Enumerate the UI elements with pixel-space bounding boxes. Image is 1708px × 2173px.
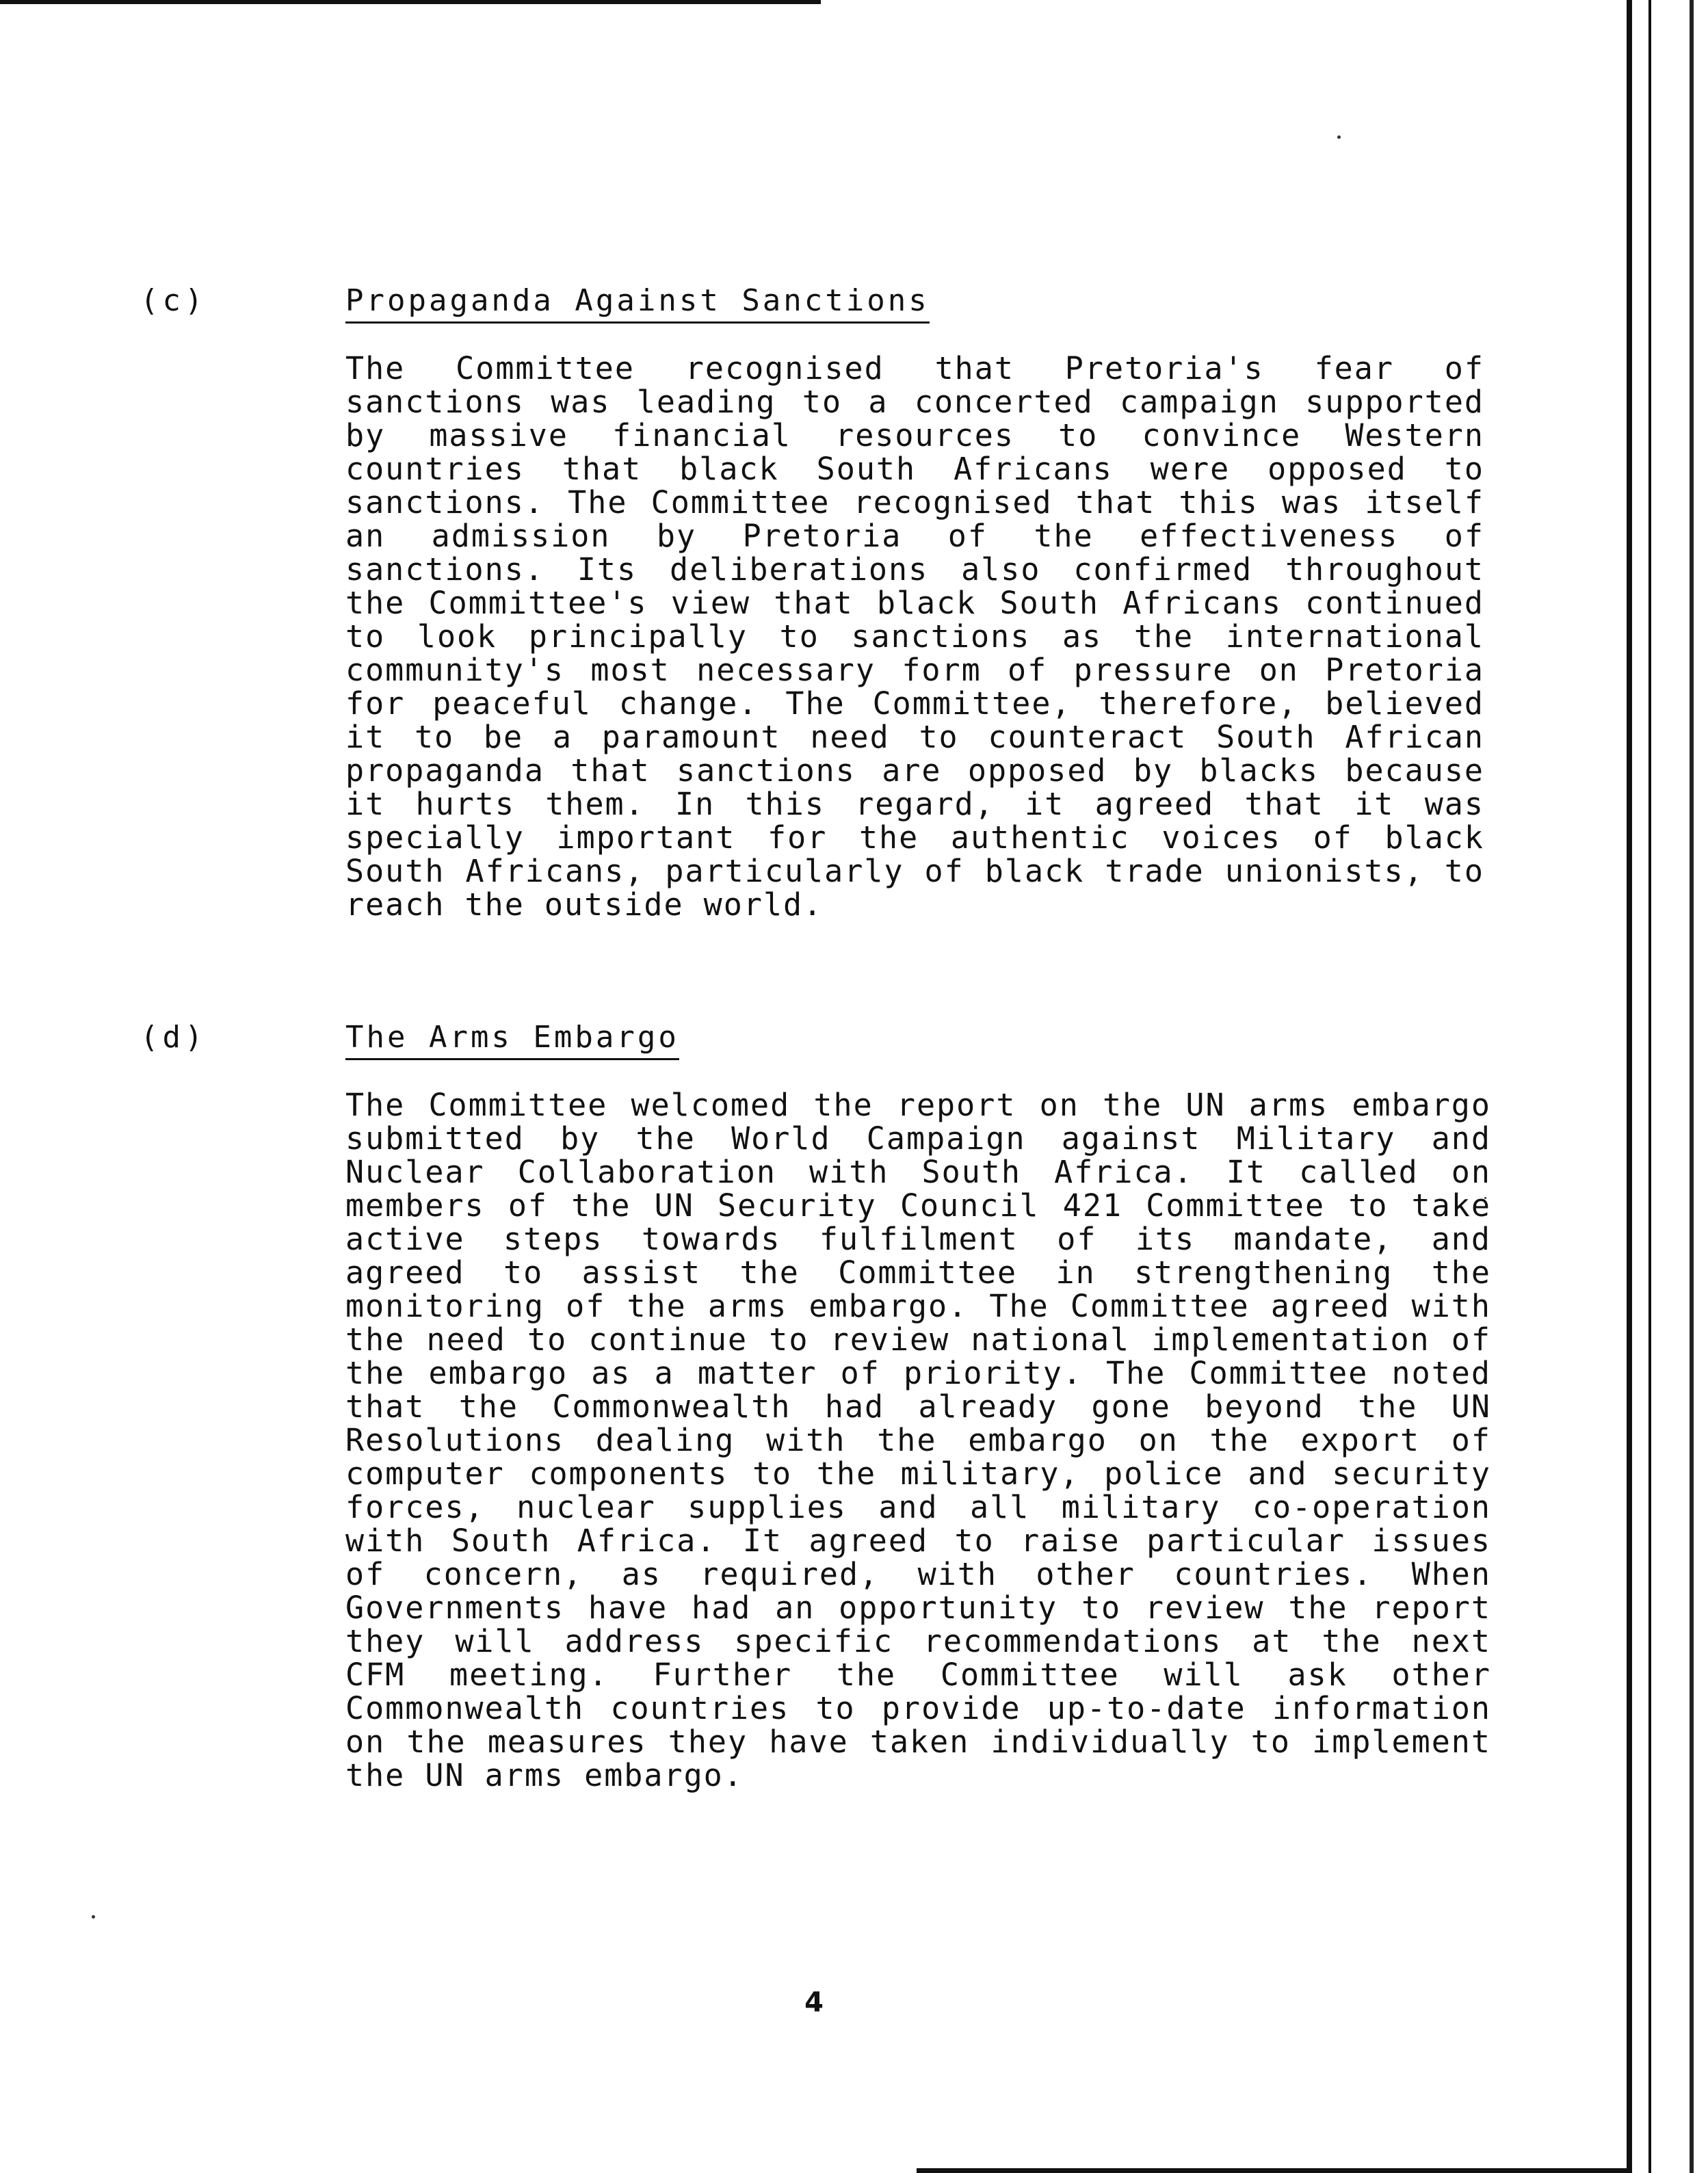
section-label: (c) xyxy=(140,283,207,318)
section-body: The Committee welcomed the report on the UN arms embargo submitted by the World Campaign against Military and Nuclear Collaboration with South Africa. It called on members of the UN Security Council 421 Committee to take active steps towards fulfilment of its mandate, and agreed to assist the Committee in strengthening the monitoring of the arms embargo. The Committee agreed with the need to continue to review national implementation of the embargo as a matter of priority. The Committee noted that the Commonwealth had already gone beyond the UN Resolutions dealing with the embargo on the export of computer components to the military, police and security forces, nuclear supplies and all military co-operation with South Africa. It agreed to raise particular issues of concern, as required, with other countries. When Governments have had an opportunity to review the report they will address specific recommendations at the next CFM meeting. Further the Committee will ask other Commonwealth countries to provide up-to-date information on the measures they have taken individually to implement the UN arms embargo. xyxy=(345,1087,1491,1793)
section-heading: Propaganda Against Sanctions xyxy=(345,283,930,324)
scan-right-edge xyxy=(1627,0,1632,2173)
section-body: The Committee recognised that Pretoria's fear of sanctions was leading to a concerted campaign supported by massive financial resources to convince Western countries that black South Africans were opposed to sanctions. The Committee recognised that this was itself an admission by Pretoria of the effectiveness of sanctions. Its deliberations also confirmed throughout the Committee's view that black South Africans continued to look principally to sanctions as the international community's most necessary form of pressure on Pretoria for peaceful change. The Committee, therefore, believed it to be a paramount need to counteract South African propaganda that sanctions are opposed by blacks because it hurts them. In this regard, it agreed that it was specially important for the authentic voices of black South Africans, particularly of black trade unionists, to reach the outside world. xyxy=(345,350,1484,923)
scan-right-edge-outer xyxy=(1690,0,1694,2173)
scan-bottom-rule xyxy=(917,2168,1628,2173)
section-heading: The Arms Embargo xyxy=(345,1020,679,1060)
scan-speck xyxy=(92,1915,95,1919)
scan-speck xyxy=(1337,135,1341,139)
page-number: 4 xyxy=(804,1987,824,2018)
scan-right-edge-inner xyxy=(1648,0,1651,2173)
scan-top-rule xyxy=(0,0,821,4)
section-label: (d) xyxy=(140,1020,207,1055)
